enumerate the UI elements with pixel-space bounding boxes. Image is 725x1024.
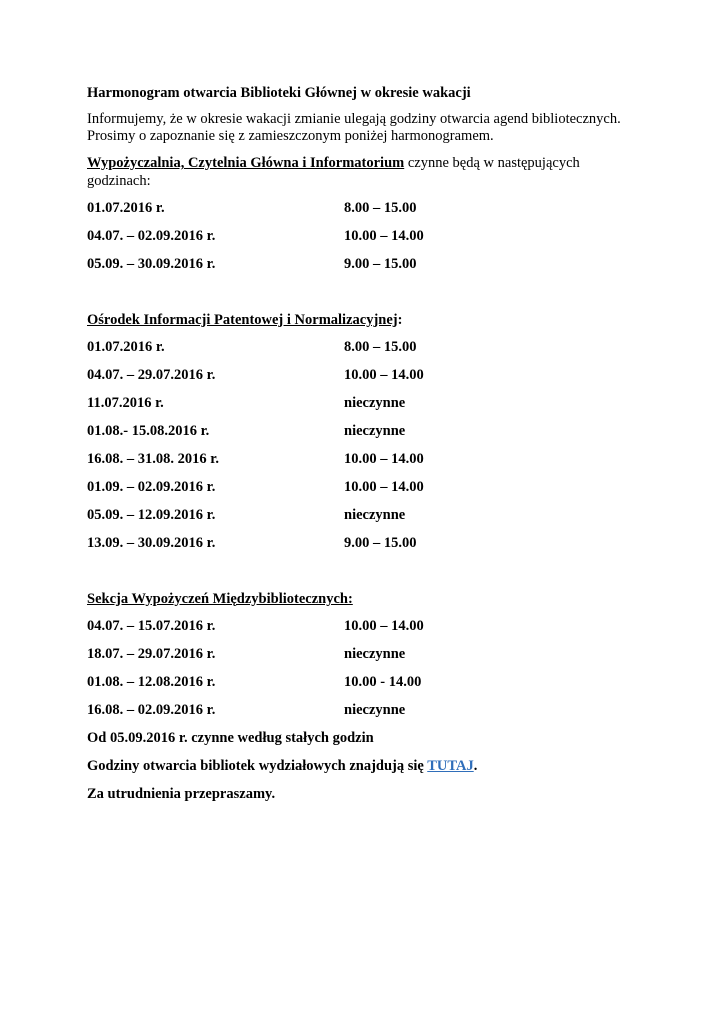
schedule-hours: nieczynne (344, 702, 406, 718)
schedule-date: 11.07.2016 r. (87, 395, 164, 411)
tutaj-link[interactable]: TUTAJ (427, 758, 474, 774)
schedule-date: 04.07. – 02.09.2016 r. (87, 228, 216, 244)
schedule-row (87, 529, 647, 557)
schedule-row (87, 333, 647, 361)
schedule-date: 18.07. – 29.07.2016 r. (87, 646, 216, 662)
faculty-libraries-text: Godziny otwarcia bibliotek wydziałowych znajdują się (87, 758, 428, 774)
section-heading-underlined: Ośrodek Informacji Patentowej i Normalizacyjnej (87, 312, 398, 328)
schedule-date: 04.07. – 15.07.2016 r. (87, 618, 216, 634)
intro-paragraph (87, 111, 647, 145)
schedule-date: 16.08. – 02.09.2016 r. (87, 702, 216, 718)
schedule-hours: 10.00 - 14.00 (344, 674, 422, 690)
section-heading-rest: : (397, 312, 403, 328)
schedule-hours: nieczynne (344, 395, 406, 411)
section-interlibrary-loans (87, 590, 647, 724)
schedule-date: 05.09. – 30.09.2016 r. (87, 256, 216, 272)
schedule-row (87, 501, 647, 529)
schedule-hours: 8.00 – 15.00 (344, 339, 417, 355)
schedule-date: 01.08.- 15.08.2016 r. (87, 423, 210, 439)
schedule-hours: 10.00 – 14.00 (344, 479, 424, 495)
section-patent-office (87, 311, 647, 557)
section-heading-underlined: Sekcja Wypożyczeń Międzybibliotecznych: (87, 591, 353, 607)
schedule-date: 13.09. – 30.09.2016 r. (87, 535, 216, 551)
schedule-hours: 10.00 – 14.00 (344, 367, 424, 383)
document-page (87, 84, 647, 808)
section-heading-rest: czynne będą w następujących (404, 155, 580, 171)
intro-line-2: Prosimy o zapoznanie się z zamieszczonym poniżej harmonogramem. (87, 128, 494, 144)
section-main-library (87, 154, 647, 278)
schedule-date: 01.08. – 12.08.2016 r. (87, 674, 216, 690)
schedule-row (87, 222, 647, 250)
schedule-row (87, 250, 647, 278)
schedule-row (87, 640, 647, 668)
schedule-row (87, 389, 647, 417)
schedule-date: 01.07.2016 r. (87, 339, 165, 355)
section-heading-underlined: Wypożyczalnia, Czytelnia Główna i Informatorium (87, 155, 405, 171)
schedule-date: 01.09. – 02.09.2016 r. (87, 479, 216, 495)
schedule-row (87, 361, 647, 389)
schedule-row (87, 417, 647, 445)
schedule-hours: 9.00 – 15.00 (344, 535, 417, 551)
regular-hours-note: Od 05.09.2016 r. czynne według stałych godzin (87, 730, 374, 746)
schedule-row (87, 696, 647, 724)
faculty-libraries-end: . (473, 758, 478, 774)
schedule-hours: 10.00 – 14.00 (344, 618, 424, 634)
schedule-date: 05.09. – 12.09.2016 r. (87, 507, 216, 523)
schedule-hours: nieczynne (344, 507, 406, 523)
schedule-hours: nieczynne (344, 423, 406, 439)
schedule-hours: 8.00 – 15.00 (344, 200, 417, 216)
schedule-row (87, 473, 647, 501)
faculty-libraries-note (87, 752, 647, 780)
schedule-row (87, 445, 647, 473)
schedule-row (87, 612, 647, 640)
schedule-hours: nieczynne (344, 646, 406, 662)
schedule-date: 16.08. – 31.08. 2016 r. (87, 451, 219, 467)
schedule-hours: 10.00 – 14.00 (344, 451, 424, 467)
intro-line-1: Informujemy, że w okresie wakacji zmianie ulegają godziny otwarcia agend bibliotecznych. (87, 111, 621, 127)
schedule-row (87, 194, 647, 222)
section-heading-line-2: godzinach: (87, 173, 151, 189)
section-heading (87, 311, 647, 329)
document-title: Harmonogram otwarcia Biblioteki Głównej w okresie wakacji (87, 85, 471, 101)
schedule-hours: 9.00 – 15.00 (344, 256, 417, 272)
schedule-hours: 10.00 – 14.00 (344, 228, 424, 244)
schedule-row (87, 668, 647, 696)
apology-note: Za utrudnienia przepraszamy. (87, 786, 276, 802)
schedule-date: 04.07. – 29.07.2016 r. (87, 367, 216, 383)
section-heading (87, 154, 647, 172)
section-heading (87, 590, 647, 608)
schedule-date: 01.07.2016 r. (87, 200, 165, 216)
